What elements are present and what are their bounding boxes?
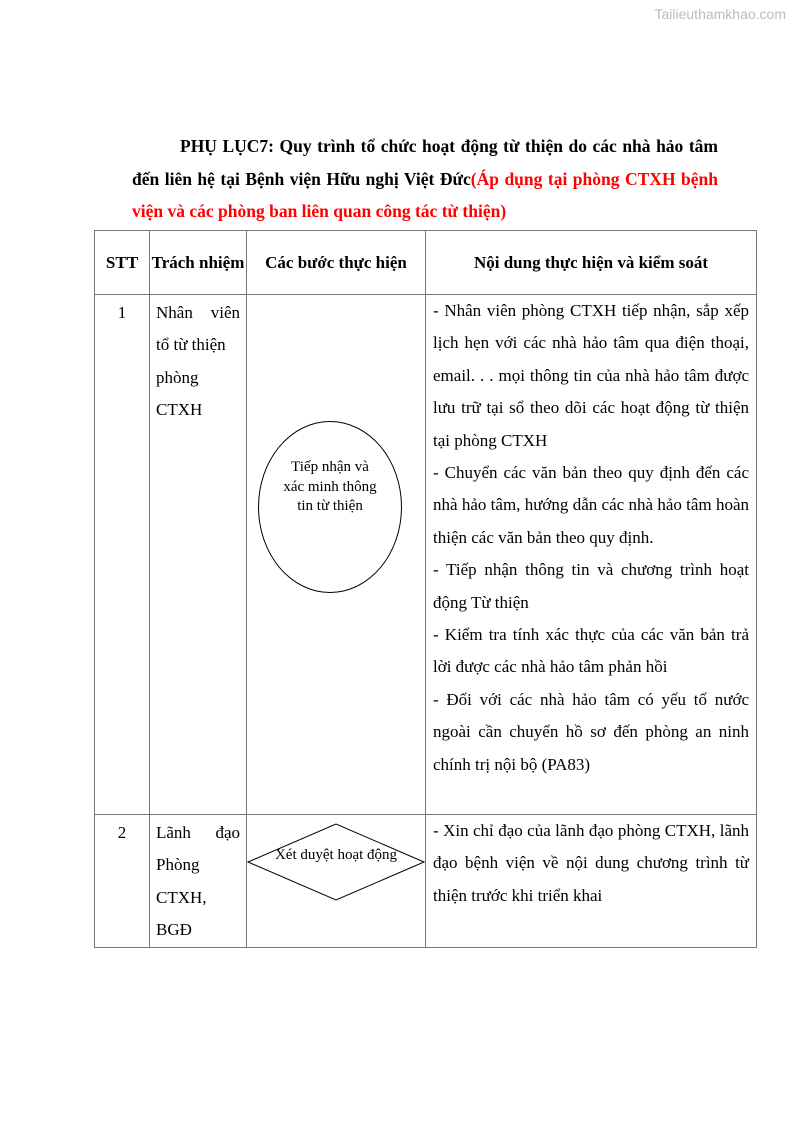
table-row (95, 295, 757, 815)
header-steps: Các bước thực hiện (247, 231, 426, 295)
row-stt: 1 (95, 295, 150, 815)
content-item: - Đối với các nhà hảo tâm có yếu tố nước ngoài cần chuyển hồ sơ đến phòng an ninh chính trị nội bộ (PA83) (433, 689, 749, 774)
row-responsible (150, 815, 247, 948)
responsible-line: CTXH, (156, 887, 207, 907)
watermark: Tailieuthamkhao.com (654, 6, 786, 22)
header-stt: STT (95, 231, 150, 295)
responsible-line: Nhân viên (156, 303, 240, 322)
content-item: - Kiểm tra tính xác thực của các văn bản trả lời được các nhà hảo tâm phản hồi (433, 625, 749, 677)
row-step (247, 815, 426, 948)
row-content (426, 295, 757, 815)
content-item: - Chuyển các văn bản theo quy định đến các nhà hảo tâm, hướng dẫn các nhà hảo tâm hoàn thiện các văn bản theo quy định. (433, 463, 749, 547)
row-responsible (150, 295, 247, 815)
page-title (132, 130, 718, 228)
row-stt: 2 (95, 815, 150, 948)
header-content: Nội dung thực hiện và kiểm soát (426, 231, 757, 295)
responsible-line: tổ từ thiện (156, 335, 226, 355)
header-responsible: Trách nhiệm (150, 231, 247, 295)
responsible-line: Phòng (156, 855, 200, 875)
table-row (95, 815, 757, 948)
content-item: - Nhân viên phòng CTXH tiếp nhận, sắp xếp lịch hẹn với các nhà hảo tâm qua điện thoại, email. . . mọi thông tin của nhà hảo tâm được lưu trữ tại sổ theo dõi các hoạt động từ thiện tại phòng CTXH (433, 301, 749, 450)
table-header (95, 231, 757, 295)
row-step (247, 295, 426, 815)
ellipse-shape (258, 421, 402, 593)
process-table (94, 230, 757, 948)
step-label: Tiếp nhận và xác minh thông tin từ thiện (283, 459, 377, 514)
title-scope: (Áp dụng tại phòng CTXH bệnh viện và các phòng ban liên quan công tác từ thiện) (132, 168, 719, 221)
responsible-line: BGĐ (156, 920, 192, 940)
title-main: PHỤ LỤC7: Quy trình tổ chức hoạt động từ thiện do các nhà hảo tâm đến liên hệ tại Bệnh viện Hữu nghị Việt Đức (132, 136, 718, 189)
step-label: Xét duyệt hoạt động (274, 847, 398, 863)
row-content (426, 815, 757, 948)
responsible-line: CTXH (156, 400, 203, 420)
content-item: - Tiếp nhận thông tin và chương trình hoạt động Từ thiện (433, 560, 749, 612)
responsible-line: phòng (156, 367, 199, 387)
responsible-line: Lãnh đạo (156, 823, 240, 842)
content-item: - Xin chỉ đạo của lãnh đạo phòng CTXH, lãnh đạo bệnh viện về nội dung chương trình từ thiện trước khi triển khai (433, 821, 749, 905)
